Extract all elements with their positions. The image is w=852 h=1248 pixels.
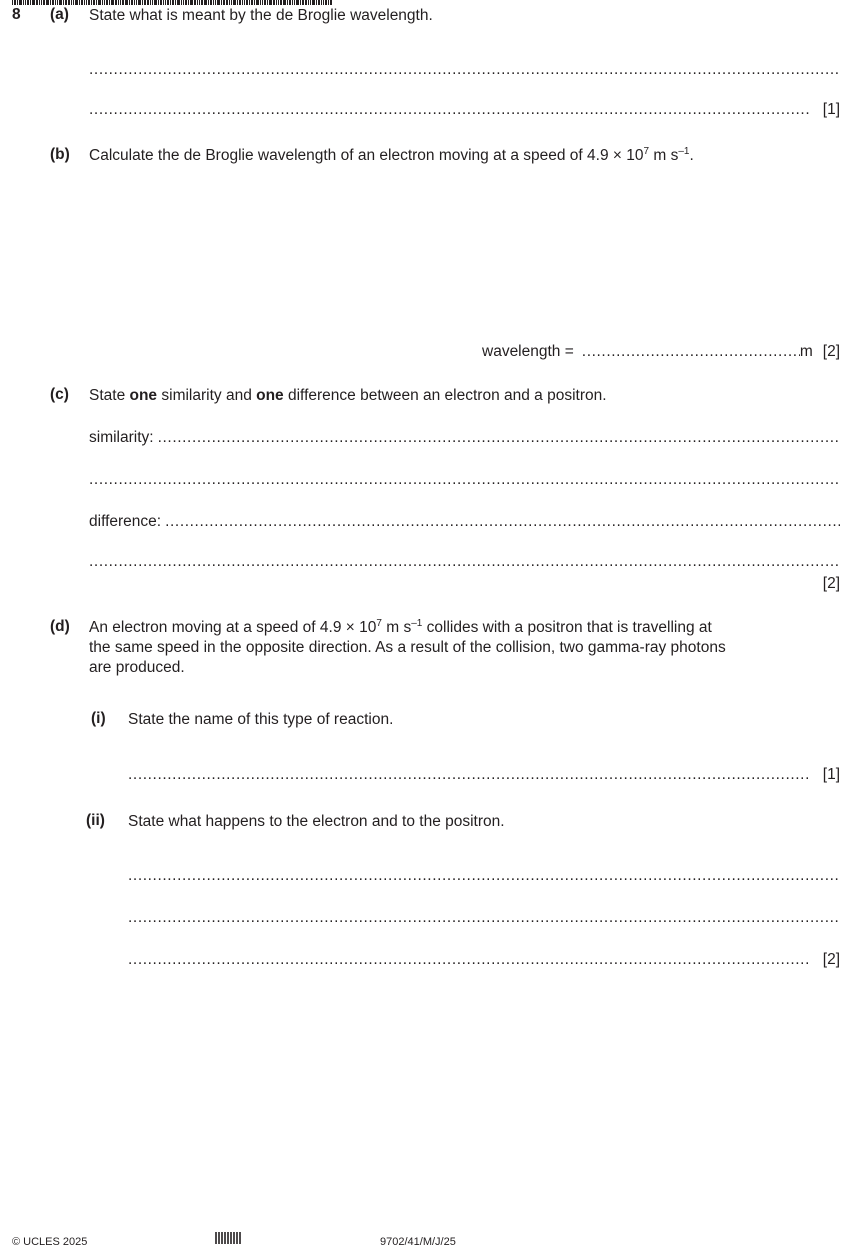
answer-line-d-ii-1[interactable] [128, 866, 840, 886]
part-c-text [89, 386, 607, 406]
similarity-answer-line[interactable] [158, 428, 840, 448]
part-d-i-text: State the name of this type of reaction. [128, 711, 394, 728]
part-d-ii-text: State what happens to the electron and to the positron. [128, 813, 505, 830]
part-b-exp2: –1 [678, 145, 690, 157]
difference-label: difference: [89, 513, 162, 530]
similarity-label: similarity: [89, 429, 154, 446]
part-d-line-3: are produced. [89, 659, 185, 676]
part-c-text-2: similarity and [157, 387, 257, 404]
part-c-text-3: difference between an electron and a positron. [283, 387, 607, 404]
part-b-label: (b) [50, 146, 70, 163]
mark-d-ii: [2] [822, 951, 840, 968]
answer-line-d-i[interactable] [128, 765, 809, 785]
answer-line-a2[interactable] [89, 100, 809, 120]
similarity-answer-line-2[interactable] [89, 470, 840, 490]
part-c-text-1: State [89, 387, 130, 404]
part-b-text-main: Calculate the de Broglie wavelength of an electron moving at a speed of 4.9 × 10 [89, 147, 644, 164]
wavelength-label: wavelength = [482, 343, 574, 360]
qr-code [215, 1232, 241, 1244]
part-d-exp1: 7 [376, 617, 382, 629]
mark-d-i: [1] [822, 766, 840, 783]
part-b-end: . [689, 147, 694, 164]
part-d-line-1a: An electron moving at a speed of 4.9 × 10 [89, 619, 377, 636]
part-d-i-label: (i) [91, 710, 106, 727]
part-c-label: (c) [50, 386, 69, 403]
difference-answer-line[interactable] [165, 512, 840, 532]
part-d-exp2: –1 [411, 617, 423, 629]
difference-row [89, 512, 840, 532]
wavelength-answer-line[interactable] [582, 342, 800, 362]
answer-line-d-ii-2[interactable] [128, 908, 840, 928]
answer-line-a1[interactable] [89, 60, 840, 80]
part-d-label: (d) [50, 618, 70, 635]
part-d-line-1 [89, 618, 841, 638]
mark-c: [2] [822, 575, 840, 592]
part-b-text [89, 146, 694, 166]
difference-answer-line-2[interactable] [89, 552, 840, 572]
part-a-text: State what is meant by the de Broglie wavelength. [89, 7, 433, 24]
question-number: 8 [12, 6, 21, 23]
part-d-unit: m s [381, 619, 412, 636]
part-d-line-1b: collides with a positron that is travelling at [422, 619, 712, 636]
mark-b: [2] [822, 343, 840, 360]
part-d-ii-label: (ii) [86, 812, 105, 829]
part-b-exp1: 7 [643, 145, 650, 157]
similarity-row [89, 428, 840, 448]
footer-copyright: © UCLES 2025 [12, 1236, 88, 1248]
mark-a: [1] [822, 101, 840, 118]
part-a-label: (a) [50, 6, 69, 23]
barcode [12, 0, 340, 5]
footer-code: 9702/41/M/J/25 [380, 1236, 456, 1248]
part-d-line-2: the same speed in the opposite direction. As a result of the collision, two gamma-ray photons [89, 639, 726, 656]
part-c-bold-1: one [129, 387, 158, 404]
wavelength-answer-row [482, 342, 840, 362]
part-c-bold-2: one [256, 387, 284, 404]
answer-line-d-ii-3[interactable] [128, 950, 809, 970]
wavelength-unit: m [799, 343, 813, 360]
part-b-unit: m s [649, 147, 679, 164]
